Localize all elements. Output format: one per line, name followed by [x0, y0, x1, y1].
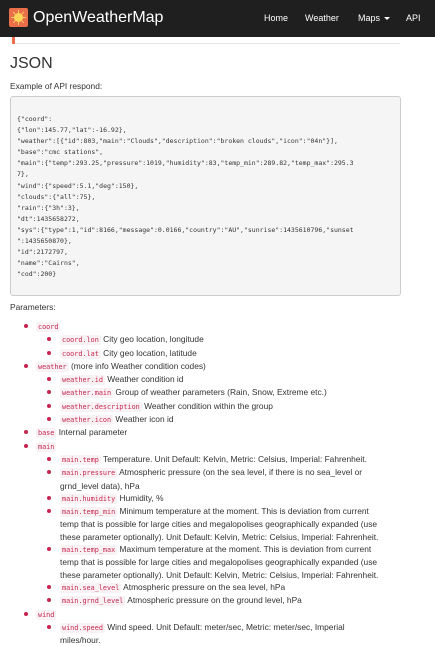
param-description: (more info Weather condition codes) [68, 360, 206, 371]
bullet-icon [47, 547, 51, 551]
code-line: "name":"Cairns", [17, 259, 80, 268]
code-line: "cod":200} [17, 270, 57, 279]
top-navbar [0, 0, 435, 37]
code-line: "clouds":{"all":75}, [17, 192, 96, 201]
param-code: wind.speed [62, 623, 103, 632]
param-description: Internal parameter [56, 427, 128, 438]
param-code: coord.lat [62, 349, 99, 358]
param-item [0, 426, 435, 439]
param-description: Atmospheric pressure on the ground level, hPa [125, 595, 302, 606]
bullet-icon [47, 404, 51, 408]
param-item [0, 608, 435, 621]
param-item [0, 440, 435, 453]
param-item [0, 360, 435, 373]
param-description-continued: these parameter optionally). Unit Default: Kelvin, Metric: Celsius, Imperial: Fahrenheit. [60, 569, 379, 580]
code-line: "weather":[{"id":803,"main":"Clouds","description":"broken clouds","icon":"04n"}], [17, 137, 338, 146]
bullet-icon [47, 470, 51, 474]
param-item [0, 543, 435, 581]
param-item [0, 594, 435, 607]
param-item [0, 581, 435, 594]
param-item [0, 320, 435, 333]
param-description-continued: miles/hour. [60, 635, 101, 646]
param-code: main.temp [62, 455, 99, 464]
bullet-icon [47, 625, 51, 629]
param-code: weather [38, 362, 67, 371]
bullet-icon [24, 430, 28, 434]
sun-logo-icon [9, 8, 28, 27]
param-code: main [38, 442, 55, 451]
param-item [0, 333, 435, 346]
param-item [0, 505, 435, 543]
code-line: "sys":{"type":1,"id":8166,"message":0.0166,"country":"AU","sunrise":1435610796,"sunset [17, 225, 354, 234]
param-item [0, 347, 435, 360]
param-code: coord.lon [62, 336, 99, 345]
param-code: main.humidity [62, 494, 116, 503]
bullet-icon [47, 585, 51, 589]
example-label: Example of API respond: [10, 81, 103, 91]
code-line: 7}, [17, 170, 29, 179]
param-code: main.pressure [62, 469, 116, 478]
bullet-icon [47, 337, 51, 341]
nav-home[interactable]: Home [264, 13, 289, 23]
divider [15, 43, 400, 44]
param-code: base [38, 429, 55, 438]
bullet-icon [24, 444, 28, 448]
code-line: "wind":{"speed":5.1,"deg":150}, [17, 181, 139, 190]
param-description: Group of weather parameters (Rain, Snow, Extreme etc.) [113, 387, 327, 398]
param-item [0, 413, 435, 426]
nav-maps-label: Maps [358, 13, 381, 23]
param-description: Weather icon id [113, 414, 174, 425]
param-description: Atmospheric pressure on the sea level, hPa [121, 581, 286, 592]
brand-name: OpenWeatherMap [33, 8, 164, 26]
code-line: {"coord": [17, 115, 53, 123]
param-description-continued: these parameter optionally). Unit Default: Kelvin, Metric: Celsius, Imperial: Fahrenheit. [60, 531, 379, 542]
bullet-icon [24, 364, 28, 368]
param-description: City geo location, longitude [100, 334, 204, 345]
param-item [0, 373, 435, 386]
param-code: coord [38, 323, 59, 331]
param-code: wind [38, 610, 55, 619]
code-line: "main":{"temp":293.25,"pressure":1019,"humidity":83,"temp_min":289.82,"temp_max":295.3 [17, 159, 354, 168]
param-item [0, 400, 435, 413]
parameters-list [0, 320, 435, 646]
parameters-label: Parameters: [10, 302, 56, 312]
param-item [0, 492, 435, 505]
param-description-continued: temp that is possible for large cities and megalopolises geographically expanded (use [60, 557, 378, 568]
nav-weather[interactable]: Weather [305, 13, 339, 23]
nav-maps[interactable] [358, 13, 390, 23]
bullet-icon [47, 598, 51, 602]
param-description: Humidity, % [117, 492, 164, 503]
param-code: weather.main [62, 389, 112, 398]
code-line: "id":2172797, [17, 248, 68, 257]
bullet-icon [47, 390, 51, 394]
param-description: Minimum temperature at the moment. This is deviation from current [117, 506, 369, 517]
param-code: main.temp_min [62, 508, 116, 517]
page-title: JSON [10, 55, 53, 72]
param-item [0, 386, 435, 399]
param-description-continued: temp that is possible for large cities and megalopolises geographically expanded (use [60, 519, 378, 530]
param-code: main.grnd_level [62, 597, 124, 606]
code-line: "base":"cmc stations", [17, 148, 104, 157]
param-description: Temperature. Unit Default: Kelvin, Metric: Celsius, Imperial: Fahrenheit. [100, 453, 367, 464]
param-description: Weather condition within the group [141, 400, 273, 411]
caret-down-icon [384, 17, 390, 20]
param-description: Weather condition id [104, 374, 184, 385]
code-line: ":1435650870}, [17, 237, 72, 246]
code-line: "dt":1435658272, [17, 214, 80, 223]
param-item [0, 466, 435, 492]
bullet-icon [47, 377, 51, 381]
bullet-icon [24, 324, 28, 328]
param-item [0, 453, 435, 466]
bullet-icon [47, 457, 51, 461]
bullet-icon [47, 351, 51, 355]
bullet-icon [47, 509, 51, 513]
bullet-icon [47, 496, 51, 500]
param-code: main.temp_max [62, 546, 116, 555]
param-item [0, 621, 435, 646]
param-description-continued: grnd_level data), hPa [60, 480, 140, 491]
nav-api[interactable]: API [406, 13, 421, 23]
json-example-block [10, 96, 401, 296]
bullet-icon [47, 417, 51, 421]
param-code: main.sea_level [62, 583, 120, 592]
param-description: Maximum temperature at the moment. This is deviation from current [117, 544, 372, 555]
code-line: "rain":{"3h":3}, [17, 203, 80, 212]
param-description: Wind speed. Unit Default: meter/sec, Metric: meter/sec, Imperial [104, 621, 345, 632]
bullet-icon [24, 612, 28, 616]
param-code: weather.id [62, 376, 103, 385]
param-code: weather.icon [62, 416, 112, 425]
brand-link[interactable] [9, 8, 163, 27]
code-line: {"lon":145.77,"lat":-16.92}, [17, 126, 127, 135]
param-description: Atmospheric pressure (on the sea level, if there is no sea_level or [117, 467, 363, 478]
param-description: City geo location, latitude [100, 347, 197, 358]
param-code: weather.description [62, 402, 140, 411]
